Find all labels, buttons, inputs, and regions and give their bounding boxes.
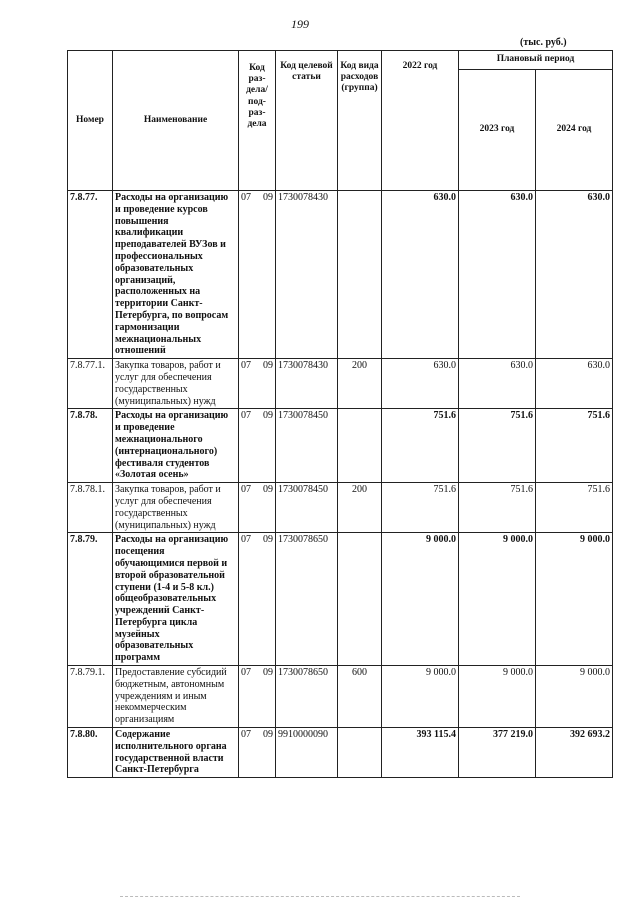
row-amount-2024: 392 693.2 [536, 728, 613, 778]
row-name: Расходы на организацию и проведение межнационального (интернационального) фестиваля студентов «Золотая осень» [113, 409, 239, 483]
row-amount-2023: 630.0 [459, 359, 536, 409]
row-number: 7.8.78.1. [68, 483, 113, 533]
table-row [68, 409, 613, 483]
row-amount-2023: 9 000.0 [459, 533, 536, 666]
row-amount-2022: 630.0 [382, 359, 459, 409]
row-section: 07 [241, 729, 251, 741]
header-planned-period: Плановый период [459, 51, 613, 70]
row-name: Закупка товаров, работ и услуг для обеспечения государственных (муниципальных) нужд [113, 359, 239, 409]
row-amount-2024: 9 000.0 [536, 533, 613, 666]
row-amount-2023: 9 000.0 [459, 666, 536, 728]
table-row [68, 666, 613, 728]
row-amount-2024: 9 000.0 [536, 666, 613, 728]
row-name: Расходы на организацию посещения обучающимися первой и второй образовательной ступени (1-4 и 5-8 кл.) общеобразовательных учреждений Санкт-Петербурга цикла музейных образовательных программ [113, 533, 239, 666]
row-target-code: 1730078650 [276, 666, 338, 728]
row-section-code [239, 533, 276, 666]
row-target-code: 1730078430 [276, 359, 338, 409]
row-number: 7.8.79.1. [68, 666, 113, 728]
row-subsection: 09 [263, 360, 273, 372]
row-name: Предоставление субсидий бюджетным, автономным учреждениям и иным некоммерческим организациям [113, 666, 239, 728]
row-number: 7.8.79. [68, 533, 113, 666]
row-target-code: 1730078650 [276, 533, 338, 666]
table-row [68, 728, 613, 778]
row-section-code [239, 359, 276, 409]
row-subsection: 09 [263, 192, 273, 203]
row-expense-type [338, 409, 382, 483]
row-expense-type [338, 728, 382, 778]
row-amount-2023: 751.6 [459, 483, 536, 533]
row-amount-2024: 751.6 [536, 483, 613, 533]
header-expense-type: Код вида расходов (группа) [338, 51, 382, 191]
row-number: 7.8.80. [68, 728, 113, 778]
row-amount-2024: 751.6 [536, 409, 613, 483]
row-section: 07 [241, 534, 251, 546]
units-label: (тыс. руб.) [520, 37, 567, 48]
table-row [68, 359, 613, 409]
row-number: 7.8.77.1. [68, 359, 113, 409]
row-target-code: 1730078450 [276, 409, 338, 483]
budget-table [67, 50, 613, 778]
row-number: 7.8.77. [68, 191, 113, 359]
row-amount-2022: 9 000.0 [382, 533, 459, 666]
header-name: Наименование [113, 51, 239, 191]
row-expense-type: 600 [338, 666, 382, 728]
row-amount-2022: 751.6 [382, 483, 459, 533]
row-amount-2023: 751.6 [459, 409, 536, 483]
row-section: 07 [241, 192, 251, 203]
row-amount-2022: 393 115.4 [382, 728, 459, 778]
row-target-code: 9910000090 [276, 728, 338, 778]
row-target-code: 1730078430 [276, 191, 338, 359]
row-expense-type [338, 191, 382, 359]
header-number: Номер [68, 51, 113, 191]
header-year-2023: 2023 год [459, 70, 536, 191]
row-subsection: 09 [263, 534, 273, 546]
row-amount-2022: 9 000.0 [382, 666, 459, 728]
row-subsection: 09 [263, 667, 273, 679]
row-name: Расходы на организацию и проведение курсов повышения квалификации преподавателей ВУЗов и профессиональных образовательных организаций, расположенных на территории Санкт-Петербурга, по вопросам гармонизации межнациональных отношений [113, 191, 239, 359]
table-body [68, 191, 613, 778]
header-section-code: Код раз-дела/ под-раз-дела [239, 51, 276, 191]
row-target-code: 1730078450 [276, 483, 338, 533]
header-year-2024: 2024 год [536, 70, 613, 191]
row-name: Закупка товаров, работ и услуг для обеспечения государственных (муниципальных) нужд [113, 483, 239, 533]
row-amount-2024: 630.0 [536, 359, 613, 409]
table-row [68, 483, 613, 533]
row-amount-2023: 630.0 [459, 191, 536, 359]
row-amount-2023: 377 219.0 [459, 728, 536, 778]
row-amount-2024: 630.0 [536, 191, 613, 359]
row-section-code [239, 483, 276, 533]
row-section: 07 [241, 410, 251, 422]
row-expense-type [338, 533, 382, 666]
row-amount-2022: 630.0 [382, 191, 459, 359]
row-number: 7.8.78. [68, 409, 113, 483]
header-year-2022: 2022 год [382, 51, 459, 191]
row-section: 07 [241, 484, 251, 496]
row-amount-2022: 751.6 [382, 409, 459, 483]
row-section: 07 [241, 667, 251, 679]
table-row [68, 533, 613, 666]
row-subsection: 09 [263, 410, 273, 422]
row-name: Содержание исполнительного органа государственной власти Санкт-Петербурга [113, 728, 239, 778]
row-expense-type: 200 [338, 359, 382, 409]
row-section-code [239, 191, 276, 359]
row-expense-type: 200 [338, 483, 382, 533]
row-section-code [239, 728, 276, 778]
row-section-code [239, 409, 276, 483]
footer-rule [120, 896, 520, 898]
row-section: 07 [241, 360, 251, 372]
header-target-code: Код целевой статьи [276, 51, 338, 191]
row-subsection: 09 [263, 484, 273, 496]
table-row [68, 191, 613, 359]
page-number: 199 [291, 17, 309, 31]
row-subsection: 09 [263, 729, 273, 741]
row-section-code [239, 666, 276, 728]
